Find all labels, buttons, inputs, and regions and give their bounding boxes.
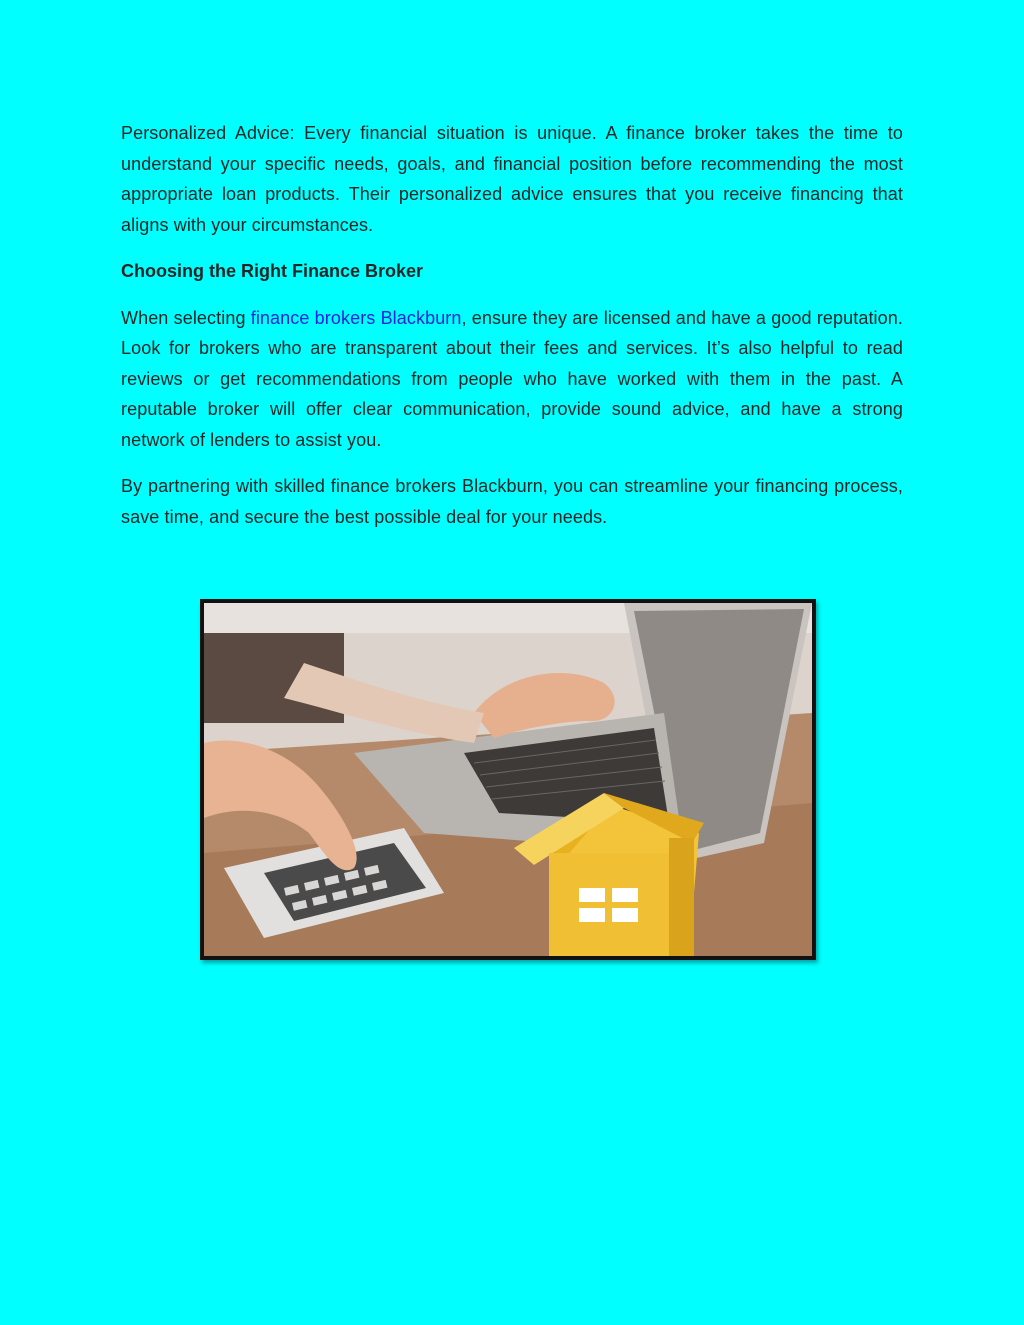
paragraph-personalized-advice: Personalized Advice: Every financial situation is unique. A finance broker takes the time to understand your specific needs, goals, and financial position before recommending the most appropriate loan products. Their personalized advice ensures that you receive financing that aligns with your circumstances.	[121, 123, 903, 235]
finance-brokers-link[interactable]: finance brokers Blackburn	[250, 307, 462, 328]
paragraph-text-after-link: , ensure they are licensed and have a good reputation. Look for brokers who are transparent about their fees and services. It’s also helpful to read reviews or get recommendations from people who have worked with them in the past. A reputable broker will offer clear communication, provide sound advice, and have a strong network of lenders to assist you.	[121, 307, 903, 450]
document-body	[121, 118, 903, 548]
paragraph-conclusion: By partnering with skilled finance brokers Blackburn, you can streamline your financing process, save time, and secure the best possible deal for your needs.	[121, 476, 903, 527]
paragraph-choosing-broker	[121, 303, 903, 456]
photo-illustration	[204, 603, 812, 956]
photo-laptop-calculator-house	[200, 599, 816, 960]
section-heading: Choosing the Right Finance Broker	[121, 261, 424, 281]
paragraph-text-before-link: When selecting	[121, 307, 251, 328]
